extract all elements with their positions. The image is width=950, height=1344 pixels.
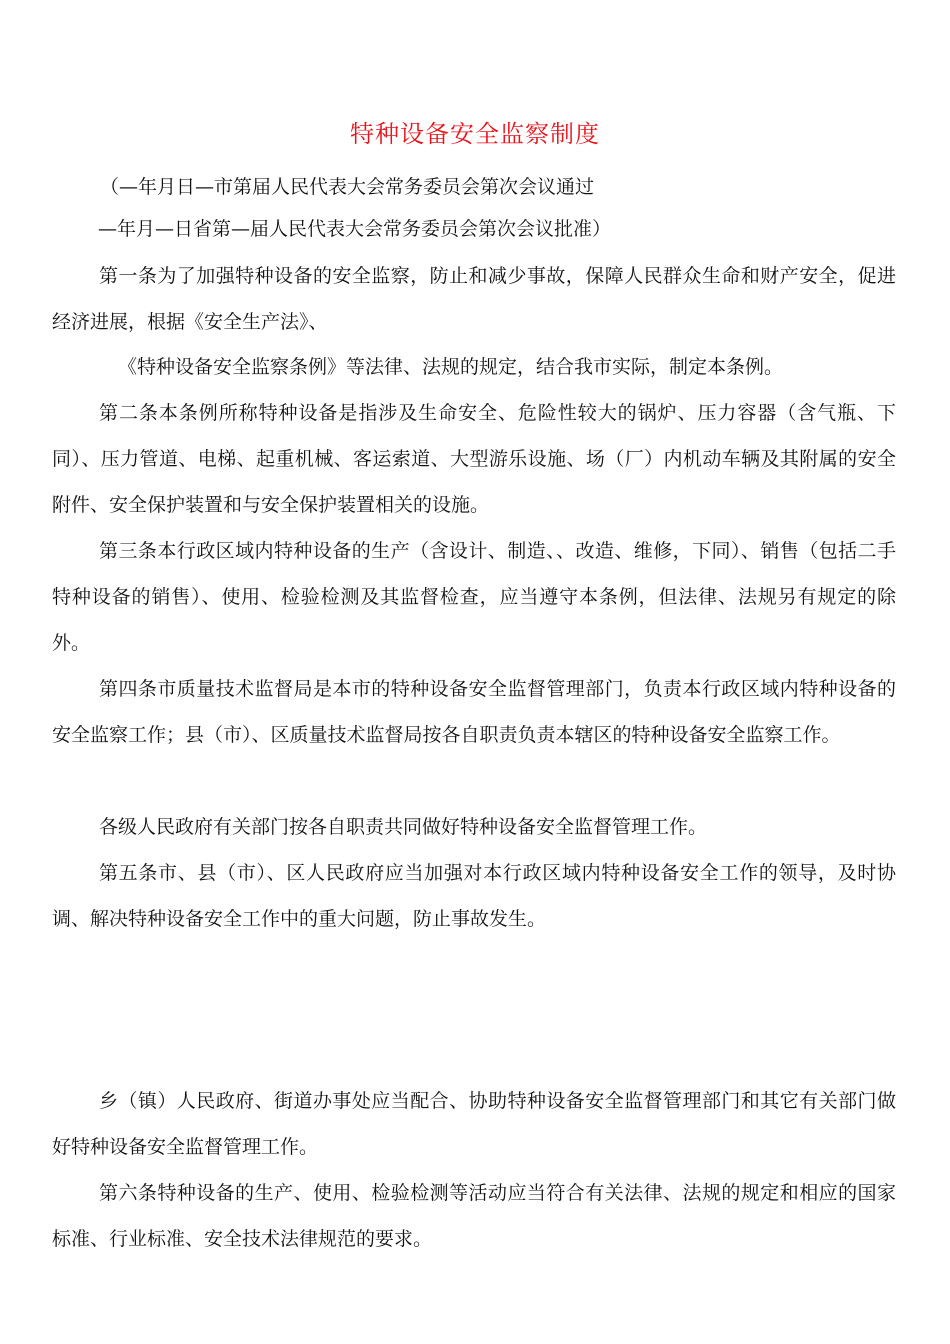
article-1-continuation: 《特种设备安全监察条例》等法律、法规的规定，结合我市实际，制定本条例。 [118, 356, 784, 378]
document-title: 特种设备安全监察制度 [350, 120, 600, 148]
article-5-second-paragraph: 乡（镇）人民政府、街道办事处应当配合、协助特种设备安全监督管理部门和其它有关部门做好特种设备安全监督管理工作。 [52, 1090, 896, 1158]
article-2-paragraph: 第二条本条例所称特种设备是指涉及生命安全、危险性较大的锅炉、压力容器（含气瓶、下同）、压力管道、电梯、起重机械、客运索道、大型游乐设施、场（厂）内机动车辆及其附属的安全附件、安全保护装置和与安全保护装置相关的设施。 [52, 402, 896, 516]
article-6-paragraph: 第六条特种设备的生产、使用、检验检测等活动应当符合有关法律、法规的规定和相应的国家标准、行业标准、安全技术法律规范的要求。 [52, 1182, 896, 1250]
preamble-line-2: —年月—日省第—届人民代表大会常务委员会第次会议批准） [98, 218, 612, 240]
preamble-line-1: （—年月日—市第届人民代表大会常务委员会第次会议通过 [100, 176, 595, 198]
article-4-paragraph: 第四条市质量技术监督局是本市的特种设备安全监督管理部门，负责本行政区域内特种设备的安全监察工作；县（市）、区质量技术监督局按各自职责负责本辖区的特种设备安全监察工作。 [52, 678, 896, 746]
article-4-second-paragraph: 各级人民政府有关部门按各自职责共同做好特种设备安全监督管理工作。 [99, 816, 708, 838]
article-5-paragraph: 第五条市、县（市）、区人民政府应当加强对本行政区域内特种设备安全工作的领导，及时协调、解决特种设备安全工作中的重大问题，防止事故发生。 [52, 862, 896, 930]
article-3-paragraph: 第三条本行政区域内特种设备的生产（含设计、制造、、改造、维修，下同）、销售（包括二手特种设备的销售）、使用、检验检测及其监督检查，应当遵守本条例，但法律、法规另有规定的除外。 [52, 540, 896, 654]
article-1-paragraph: 第一条为了加强特种设备的安全监察，防止和减少事故，保障人民群众生命和财产安全，促进经济进展，根据《安全生产法》、 [52, 265, 896, 333]
